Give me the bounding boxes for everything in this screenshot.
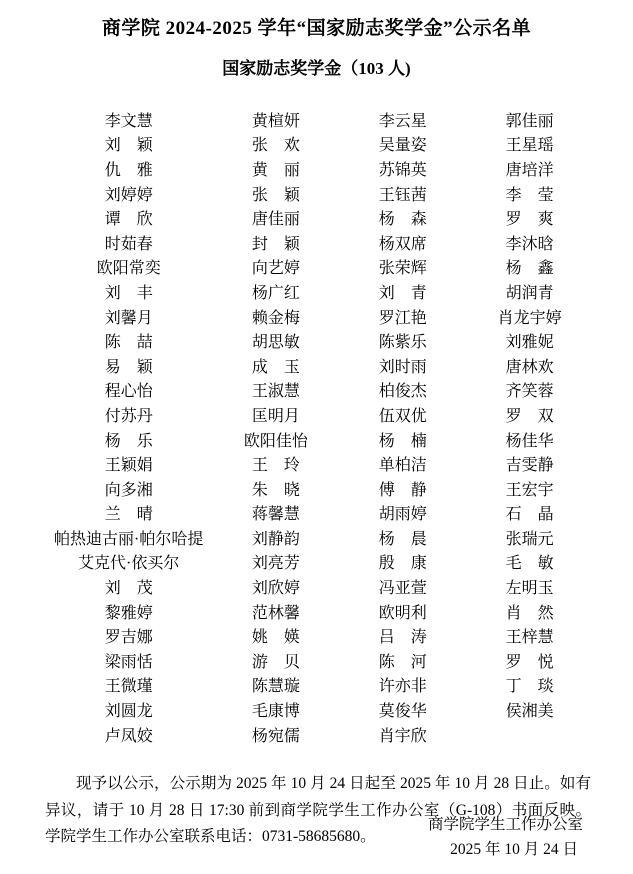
recipient-name: 罗江艳	[378, 309, 427, 327]
recipient-name: 齐笑蓉	[505, 383, 554, 401]
recipient-name: 胡雨婷	[378, 506, 427, 524]
name-column	[212, 107, 339, 746]
recipient-name: 张荣辉	[378, 260, 427, 278]
recipient-name: 许亦非	[378, 678, 427, 696]
recipient-name: 王星瑶	[505, 137, 554, 155]
document-subtitle: 国家励志奖学金（103 人)	[222, 59, 411, 78]
recipient-name: 罗 双	[505, 407, 554, 425]
recipient-name: 肖宇欣	[378, 727, 427, 745]
recipient-name: 陈 河	[378, 653, 427, 671]
name-column	[45, 107, 212, 746]
recipient-name: 谭 欣	[104, 211, 153, 229]
recipient-name: 黎雅婷	[104, 604, 153, 622]
recipient-name: 石 晶	[505, 506, 554, 524]
recipient-name: 唐佳丽	[251, 211, 300, 229]
recipient-name: 艾克代·依买尔	[78, 555, 180, 573]
recipient-name: 王微瑾	[104, 678, 153, 696]
document-title: 商学院 2024-2025 学年“国家励志奖学金”公示名单	[101, 18, 532, 39]
recipient-name: 时茹春	[104, 235, 153, 253]
recipient-name: 刘 颖	[104, 137, 153, 155]
recipient-name: 郭佳丽	[505, 112, 554, 130]
recipient-name: 丁 琰	[505, 678, 554, 696]
recipient-name: 杨双席	[378, 235, 427, 253]
recipient-name: 刘馨月	[104, 309, 153, 327]
recipient-name: 吴量姿	[378, 137, 427, 155]
recipient-name: 单柏洁	[378, 457, 427, 475]
public-notice-paragraph: 现予以公示，公示期为 2025 年 10 月 24 日起至 2025 年 10 月 28 日止。如有异议，请于 10 月 28 日 17:30 前到商学院学生工作办公室（G-108）书面反映。学院学生工作办公室联系电话：0731-58685680。	[45, 775, 591, 846]
recipient-name: 王梓慧	[505, 629, 554, 647]
recipient-name: 杨 晨	[378, 530, 427, 548]
recipient-name: 易 颖	[104, 358, 153, 376]
recipient-name: 刘 丰	[104, 284, 153, 302]
recipient-name: 傅 静	[378, 481, 427, 499]
recipient-name: 罗 悦	[505, 653, 554, 671]
recipient-name: 杨佳华	[505, 432, 554, 450]
recipient-name: 侯湘美	[505, 703, 554, 721]
recipient-name: 王 玲	[251, 457, 300, 475]
recipient-name: 左明玉	[505, 580, 554, 598]
signature-block	[428, 812, 583, 862]
recipient-name: 吕 涛	[378, 629, 427, 647]
recipient-name: 李沐晗	[505, 235, 554, 253]
recipient-name: 匡明月	[251, 407, 300, 425]
recipient-name: 黄 丽	[251, 161, 300, 179]
recipient-name: 刘婷婷	[104, 186, 153, 204]
recipient-name: 付苏丹	[104, 407, 153, 425]
recipient-name: 刘 茂	[104, 580, 153, 598]
recipient-name: 陈紫乐	[378, 334, 427, 352]
recipient-name: 张 颖	[251, 186, 300, 204]
signature-date: 2025 年 10 月 24 日	[450, 841, 578, 858]
recipient-name: 罗 爽	[505, 211, 554, 229]
recipient-name: 杨 森	[378, 211, 427, 229]
recipient-name: 伍双优	[378, 407, 427, 425]
recipient-name: 杨 鑫	[505, 260, 554, 278]
recipient-name: 李 莹	[505, 186, 554, 204]
recipient-names-grid	[45, 107, 593, 746]
recipient-name: 冯亚萱	[378, 580, 427, 598]
recipient-name: 程心怡	[104, 383, 153, 401]
recipient-name: 黄楦妍	[251, 112, 300, 130]
recipient-name: 毛 敏	[505, 555, 554, 573]
recipient-name: 仇 雅	[104, 161, 153, 179]
recipient-name: 刘亮芳	[251, 555, 300, 573]
recipient-name: 杨广红	[251, 284, 300, 302]
recipient-name: 唐林欢	[505, 358, 554, 376]
recipient-name: 殷 康	[378, 555, 427, 573]
recipient-name: 欧阳常奕	[96, 260, 161, 278]
recipient-name: 范林馨	[251, 604, 300, 622]
recipient-name: 刘 青	[378, 284, 427, 302]
recipient-name: 王颖娟	[104, 457, 153, 475]
recipient-name: 王宏宇	[505, 481, 554, 499]
recipient-name: 罗吉娜	[104, 629, 153, 647]
recipient-name: 刘圆龙	[104, 703, 153, 721]
recipient-name: 王淑慧	[251, 383, 300, 401]
name-column	[466, 107, 593, 746]
recipient-name: 卢凤姣	[104, 727, 153, 745]
recipient-name: 胡思敏	[251, 334, 300, 352]
recipient-name: 陈慧璇	[251, 678, 300, 696]
recipient-name: 蒋馨慧	[251, 506, 300, 524]
recipient-name: 杨宛儒	[251, 727, 300, 745]
recipient-name: 张瑞元	[505, 530, 554, 548]
recipient-name: 梁雨恬	[104, 653, 153, 671]
recipient-name: 胡润青	[505, 284, 554, 302]
recipient-name: 朱 晓	[251, 481, 300, 499]
recipient-name: 张 欢	[251, 137, 300, 155]
recipient-name: 封 颖	[251, 235, 300, 253]
recipient-name: 欧明利	[378, 604, 427, 622]
recipient-name: 肖龙宇婷	[497, 309, 562, 327]
recipient-name: 赖金梅	[251, 309, 300, 327]
recipient-name: 欧阳佳怡	[243, 432, 308, 450]
recipient-name: 刘雅妮	[505, 334, 554, 352]
recipient-name: 兰 晴	[104, 506, 153, 524]
recipient-name: 杨 乐	[104, 432, 153, 450]
recipient-name: 陈 喆	[104, 334, 153, 352]
recipient-name: 毛康博	[251, 703, 300, 721]
recipient-name: 杨 楠	[378, 432, 427, 450]
recipient-name: 肖 然	[505, 604, 554, 622]
signature-office: 商学院学生工作办公室	[427, 816, 583, 833]
recipient-name: 柏俊杰	[378, 383, 427, 401]
recipient-name: 唐培洋	[505, 161, 554, 179]
name-column	[339, 107, 466, 746]
recipient-name: 刘静韵	[251, 530, 300, 548]
recipient-name: 莫俊华	[378, 703, 427, 721]
recipient-name: 李云星	[378, 112, 427, 130]
recipient-name: 刘时雨	[378, 358, 427, 376]
recipient-name: 姚 媖	[251, 629, 300, 647]
recipient-name: 吉雯静	[505, 457, 554, 475]
recipient-name: 向多湘	[104, 481, 153, 499]
recipient-name: 向艺婷	[251, 260, 300, 278]
recipient-name: 帕热迪古丽·帕尔哈提	[54, 530, 204, 548]
recipient-name: 王钰茜	[378, 186, 427, 204]
recipient-name: 苏锦英	[378, 161, 427, 179]
recipient-name: 游 贝	[251, 653, 300, 671]
recipient-name: 成 玉	[251, 358, 300, 376]
recipient-name: 刘欣婷	[251, 580, 300, 598]
recipient-name: 李文慧	[104, 112, 153, 130]
